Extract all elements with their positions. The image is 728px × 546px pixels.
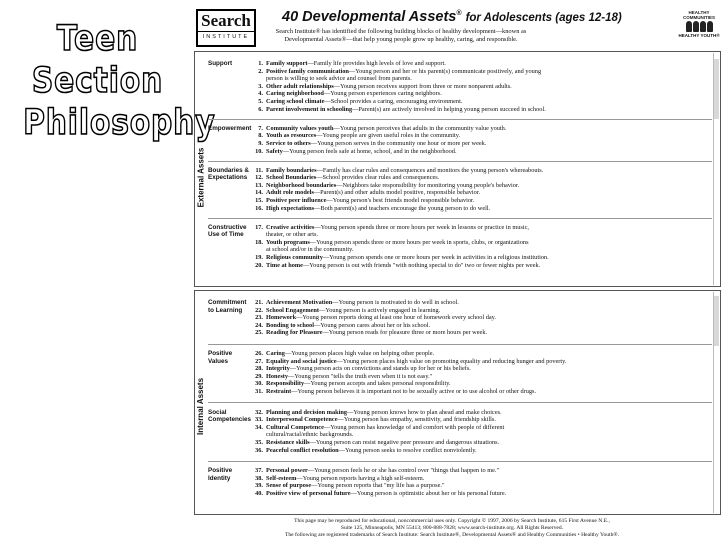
asset-number: 9.: [258, 139, 263, 147]
asset-name: School Boundaries: [266, 174, 317, 182]
asset-item: [251, 322, 705, 330]
asset-description: —Young person spends one or more hours per week in activities in a religious institution.: [322, 254, 549, 262]
logo-top-text: Search: [201, 11, 251, 30]
asset-item: [251, 490, 705, 498]
asset-number: 24.: [255, 321, 263, 329]
asset-description: —Young person can resist negative peer pressure and dangerous situations.: [309, 439, 500, 446]
title-sub: for Adolescents (ages 12-18): [465, 12, 622, 24]
footer-line: This page may be reproduced for educational, noncommercial uses only. Copyright © 1997, 2006 by Search Institute, 615 First Avenue N.E.,: [294, 518, 610, 524]
external-assets-panel: [194, 51, 721, 287]
asset-number: 28.: [255, 365, 263, 373]
internal-assets-panel: [194, 290, 721, 515]
asset-description: —Young person places high value on helping other people.: [284, 350, 435, 357]
asset-name: Other adult relationships: [266, 82, 334, 90]
asset-number: 39.: [255, 482, 263, 490]
section-vertical-label: [196, 132, 206, 222]
category-divider: [208, 344, 712, 345]
asset-name: Neighborhood boundaries: [266, 181, 337, 189]
asset-description: —Young person spends three or more hours per week in sports, clubs, or organizations: [309, 238, 529, 246]
asset-name: Peaceful conflict resolution: [266, 446, 339, 454]
asset-item: [251, 148, 705, 156]
asset-description: —Young person knows how to plan ahead and make choices.: [347, 408, 502, 416]
category-label: Commitment to Learning: [208, 299, 247, 314]
asset-item: [251, 189, 705, 197]
category-divider: [208, 161, 712, 162]
asset-item: [251, 224, 705, 239]
asset-name: Safety: [266, 147, 283, 155]
asset-number: 1.: [258, 60, 263, 67]
asset-description: —School provides clear rules and consequences.: [316, 174, 440, 182]
asset-item: [251, 90, 705, 98]
asset-number: 20.: [255, 261, 263, 269]
asset-name: Achievement Motivation: [266, 299, 333, 306]
asset-name: Family boundaries: [266, 166, 317, 174]
asset-number: 17.: [255, 223, 263, 231]
category-label: Constructive Use of Time: [208, 223, 247, 239]
asset-number: 33.: [255, 416, 263, 424]
asset-number: 29.: [255, 372, 263, 380]
asset-name: Bonding to school: [266, 321, 314, 329]
asset-description: —Young person is optimistic about her or his personal future.: [350, 490, 507, 497]
asset-number: 26.: [255, 350, 263, 357]
healthy-communities-logo: [676, 10, 722, 44]
asset-description: —Young person is actively engaged in learning.: [319, 306, 441, 314]
asset-item: [251, 307, 705, 315]
asset-number: 16.: [255, 204, 263, 212]
asset-number: 37.: [255, 467, 263, 475]
asset-description: —Young person perceives that adults in the community value youth.: [333, 124, 507, 132]
asset-name: Religious community: [266, 254, 323, 262]
asset-number: 19.: [255, 254, 263, 262]
asset-name: Integrity: [266, 365, 290, 373]
asset-item: [251, 380, 705, 388]
category-divider: [208, 402, 712, 403]
asset-number: 31.: [255, 388, 263, 395]
title-registered-mark: ®: [456, 10, 462, 18]
asset-number: 36.: [255, 446, 263, 454]
section-label-text: External Assets: [196, 147, 206, 207]
asset-number: 14.: [255, 189, 263, 197]
category-label: Positive Values: [208, 350, 233, 365]
section-label-text: Internal Assets: [196, 377, 206, 435]
asset-description: —Young person has knowledge of and comfort with people of different: [323, 423, 505, 431]
asset-number: 38.: [255, 474, 263, 482]
side-title-line: Teen: [56, 19, 139, 59]
asset-number: 7.: [258, 124, 263, 132]
document-title: [282, 9, 622, 25]
asset-name: Positive family communication: [266, 67, 349, 75]
asset-description: —Young person is out with friends "with nothing special to do" two or fewer nights per week.: [302, 261, 541, 269]
asset-item: [251, 60, 705, 68]
category-divider: [208, 461, 712, 462]
asset-item: [251, 132, 705, 140]
asset-item: [251, 475, 705, 483]
asset-description-continued: person is willing to seek advice and counsel from parents.: [266, 75, 412, 83]
asset-number: 25.: [255, 329, 263, 337]
asset-number: 22.: [255, 306, 263, 314]
asset-item: [251, 482, 705, 490]
asset-description: —School provides a caring, encouraging environment.: [324, 98, 463, 105]
asset-item: [251, 254, 705, 262]
asset-description: —Young person experiences caring neighbors.: [323, 90, 442, 98]
asset-name: Resistance skills: [266, 439, 310, 446]
asset-description: —Young person acts on convictions and stands up for her or his beliefs.: [289, 365, 471, 373]
asset-name: Self-esteem: [266, 474, 297, 482]
asset-item: [251, 68, 705, 83]
hc-logo-top-text: HEALTHY COMMUNITIES: [683, 10, 715, 20]
asset-description: —Young person is motivated to do well in school.: [332, 299, 459, 306]
scrollbar-thumb[interactable]: [714, 59, 719, 119]
asset-item: [251, 365, 705, 373]
asset-name: Equality and social justice: [266, 357, 337, 365]
asset-name: Caring: [266, 350, 285, 357]
asset-name: Personal power: [266, 467, 308, 475]
asset-name: High expectations: [266, 204, 315, 212]
asset-number: 32.: [255, 408, 263, 416]
asset-number: 2.: [258, 67, 263, 75]
asset-item: [251, 329, 705, 337]
asset-name: Homework: [266, 314, 297, 322]
panel-scrollbar[interactable]: [713, 53, 719, 285]
asset-number: 4.: [258, 90, 263, 98]
asset-name: Community values youth: [266, 124, 334, 132]
asset-item: [251, 447, 705, 455]
asset-number: 35.: [255, 439, 263, 446]
people-icon: [676, 21, 722, 32]
asset-name: Family support: [266, 60, 308, 67]
asset-name: Service to others: [266, 139, 311, 147]
asset-number: 34.: [255, 423, 263, 431]
asset-name: Parent involvement in schooling: [266, 105, 353, 113]
asset-number: 3.: [258, 82, 263, 90]
category-label: Positive Identity: [208, 467, 233, 482]
asset-item: [251, 424, 705, 439]
asset-item: [251, 358, 705, 366]
asset-description: —Parent(s) and other adults model positive, responsible behavior.: [313, 189, 481, 197]
asset-name: Youth programs: [266, 238, 310, 246]
asset-name: Time at home: [266, 261, 303, 269]
asset-name: Creative activities: [266, 223, 315, 231]
asset-number: 40.: [255, 490, 263, 497]
asset-item: [251, 416, 705, 424]
asset-number: 6.: [258, 105, 263, 113]
asset-item: [251, 140, 705, 148]
asset-description: —Young person believes it is important not to be sexually active or to use alcohol or other drugs.: [291, 388, 537, 395]
asset-item: [251, 350, 705, 358]
asset-item: [251, 262, 705, 270]
asset-item: [251, 239, 705, 254]
asset-description: —Young person reads for pleasure three or more hours per week.: [322, 329, 488, 337]
copyright-footer: [232, 518, 672, 539]
category-label: Boundaries & Expectations: [208, 166, 249, 182]
asset-item: [251, 125, 705, 133]
asset-description: —Young person and her or his parent(s) communicate positively, and young: [348, 67, 542, 75]
category-divider: [208, 218, 712, 219]
asset-description: —Young person cares about her or his school.: [313, 321, 431, 329]
title-main: 40 Developmental Assets: [282, 9, 457, 25]
logo-bottom-text: INSTITUTE: [198, 31, 254, 42]
side-title-line: Section: [31, 61, 164, 101]
asset-item: [251, 106, 705, 114]
asset-number: 27.: [255, 357, 263, 365]
asset-item: [251, 174, 705, 182]
asset-name: Interpersonal Competence: [266, 416, 338, 424]
asset-item: [251, 205, 705, 213]
asset-name: Adult role models: [266, 189, 314, 197]
asset-name: Caring neighborhood: [266, 90, 324, 98]
category-label: Support: [208, 60, 233, 67]
asset-description: —Young person "tells the truth even when it is not easy.": [288, 372, 433, 380]
asset-item: [251, 409, 705, 417]
asset-description: —Young person reports having a high self-esteem.: [296, 474, 425, 482]
asset-description: —Young person feels he or she has control over "things that happen to me.": [307, 467, 500, 475]
category-label: Social Competencies: [208, 408, 252, 424]
asset-number: 12.: [255, 174, 263, 182]
asset-name: Planning and decision making: [266, 408, 348, 416]
asset-description: —Young person feels safe at home, school, and in the neighborhood.: [282, 147, 457, 155]
asset-name: Youth as resources: [266, 132, 317, 140]
asset-description: —Neighbors take responsibility for monitoring young people's behavior.: [336, 181, 520, 189]
asset-description: —Parent(s) are actively involved in helping young person succeed in school.: [352, 105, 546, 113]
asset-item: [251, 439, 705, 447]
asset-name: Cultural Competence: [266, 423, 324, 431]
asset-description: —Young person reports that "my life has a purpose.": [311, 482, 445, 490]
asset-description-continued: theater, or other arts.: [266, 231, 319, 239]
side-title-line: Philosophy: [23, 103, 216, 143]
search-institute-logo: [196, 9, 256, 47]
asset-item: [251, 182, 705, 190]
asset-name: Honesty: [266, 372, 289, 380]
asset-name: Reading for Pleasure: [266, 329, 323, 337]
asset-item: [251, 98, 705, 106]
asset-name: School Engagement: [266, 306, 320, 314]
footer-line: Suite 125, Minneapolis, MN 55413; 800-888-7828; www.search-institute.org. All Rights Reserved.: [340, 525, 564, 532]
footer-line: The following are registered trademarks of Search Institute: Search Institute®, Developmental Assets® and Healthy Communities • Healthy Youth®.: [284, 532, 620, 539]
asset-number: 8.: [258, 132, 263, 140]
asset-description: —Family has clear rules and consequences and monitors the young person's whereabouts.: [316, 166, 544, 174]
asset-description: —Young person has empathy, sensitivity, and friendship skills.: [337, 416, 496, 424]
asset-item: [251, 373, 705, 381]
hc-logo-bottom-text: HEALTHY YOUTH®: [678, 33, 720, 38]
asset-number: 10.: [255, 147, 263, 155]
asset-description: —Young person reports doing at least one hour of homework every school day.: [296, 314, 496, 322]
asset-description: —Young person's best friends model responsible behavior.: [326, 197, 475, 204]
asset-item: [251, 467, 705, 475]
asset-description: —Young person spends three or more hours per week in lessons or practice in music,: [314, 223, 529, 231]
scrollbar-thumb[interactable]: [714, 296, 719, 346]
asset-number: 11.: [255, 166, 263, 174]
asset-name: Restraint: [266, 388, 292, 395]
asset-item: [251, 167, 705, 175]
category-label: Empowerment: [208, 124, 252, 132]
asset-description: —Both parent(s) and teachers encourage the young person to do well.: [314, 204, 491, 212]
asset-number: 5.: [258, 98, 263, 105]
asset-description: —Young people are given useful roles in the community.: [316, 132, 461, 140]
asset-item: [251, 299, 705, 307]
asset-name: Positive view of personal future: [266, 490, 351, 497]
asset-description: —Young person receives support from three or more nonparent adults.: [333, 82, 512, 90]
asset-description-continued: at school and/or in the community.: [266, 246, 354, 254]
section-vertical-label: [196, 361, 206, 451]
category-divider: [208, 119, 712, 120]
asset-item: [251, 197, 705, 205]
asset-number: 15.: [255, 197, 263, 204]
asset-description: —Young person seeks to resolve conflict nonviolently.: [338, 446, 477, 454]
asset-item: [251, 83, 705, 91]
asset-number: 21.: [255, 299, 263, 306]
asset-name: Caring school climate: [266, 98, 325, 105]
asset-name: Sense of purpose: [266, 482, 312, 490]
asset-number: 23.: [255, 314, 263, 322]
asset-description-continued: cultural/racial/ethnic backgrounds.: [266, 431, 354, 439]
asset-item: [251, 314, 705, 322]
asset-description: —Young person serves in the community one hour or more per week.: [310, 139, 487, 147]
asset-number: 18.: [255, 238, 263, 246]
intro-text: Search Institute® has identified the following building blocks of healthy development—known as Developmental Assets®—that help young people grow up healthy, caring, and responsible.: [275, 28, 527, 43]
asset-name: Positive peer influence: [266, 197, 327, 204]
asset-name: Responsibility: [266, 380, 305, 388]
asset-description: —Young person places high value on promoting equality and reducing hunger and poverty.: [336, 357, 567, 365]
panel-scrollbar[interactable]: [713, 292, 719, 513]
asset-number: 30.: [255, 380, 263, 388]
asset-description: —Young person accepts and takes personal responsibility.: [304, 380, 451, 388]
side-title: [10, 18, 216, 144]
asset-item: [251, 388, 705, 396]
asset-description: —Family life provides high levels of love and support.: [307, 60, 446, 67]
asset-number: 13.: [255, 181, 263, 189]
